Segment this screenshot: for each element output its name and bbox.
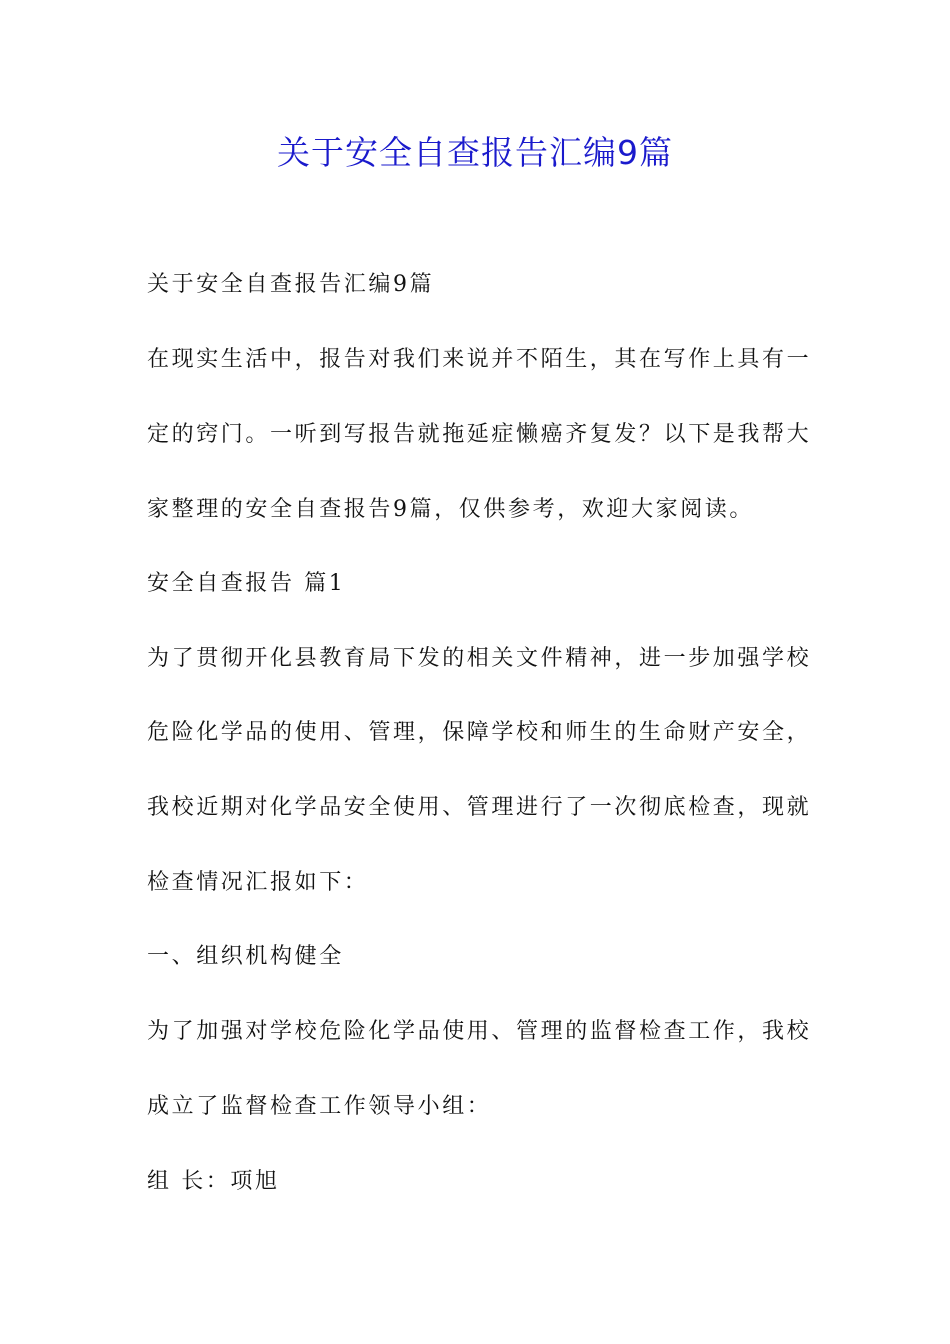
intro-line-3: 家整理的安全自查报告9篇，仅供参考，欢迎大家阅读。 bbox=[147, 497, 754, 522]
intro-line-2: 定的窍门。一听到写报告就拖延症懒癌齐复发？以下是我帮大 bbox=[147, 422, 812, 447]
group-leader-line: 组 长：项旭 bbox=[147, 1169, 280, 1194]
document-title: 关于安全自查报告汇编9篇 bbox=[277, 133, 673, 172]
subtitle-line: 关于安全自查报告汇编9篇 bbox=[147, 272, 435, 297]
body-line-2: 危险化学品的使用、管理，保障学校和师生的生命财产安全， bbox=[147, 720, 812, 745]
section-heading-1: 安全自查报告 篇1 bbox=[147, 571, 346, 596]
body-line-6: 成立了监督检查工作领导小组： bbox=[147, 1094, 492, 1119]
body-line-4: 检查情况汇报如下： bbox=[147, 870, 369, 895]
body-line-5: 为了加强对学校危险化学品使用、管理的监督检查工作，我校 bbox=[147, 1019, 812, 1044]
body-line-3: 我校近期对化学品安全使用、管理进行了一次彻底检查，现就 bbox=[147, 795, 812, 820]
subheading-organization: 一、组织机构健全 bbox=[147, 944, 344, 969]
body-line-1: 为了贯彻开化县教育局下发的相关文件精神，进一步加强学校 bbox=[147, 646, 812, 671]
intro-line-1: 在现实生活中，报告对我们来说并不陌生，其在写作上具有一 bbox=[147, 347, 812, 372]
